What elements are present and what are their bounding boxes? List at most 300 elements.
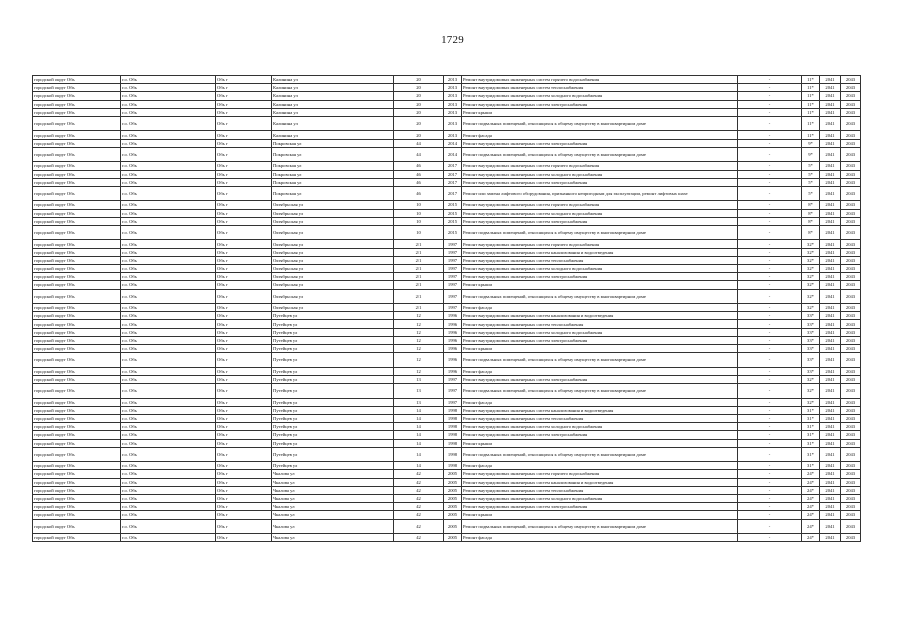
city-cell: Обь г	[216, 186, 272, 201]
table-row	[33, 439, 861, 447]
street-cell: Путейцев ул	[272, 353, 394, 368]
house-number-cell: 42	[394, 486, 444, 494]
start-year-cell: 2041	[820, 100, 841, 108]
district-cell: городской округ Обь	[33, 265, 121, 273]
municipality-cell: г.о. Обь	[121, 367, 216, 375]
table-row	[33, 367, 861, 375]
table-row	[33, 511, 861, 519]
house-number-cell: 14	[394, 462, 444, 470]
municipality-cell: г.о. Обь	[121, 116, 216, 131]
district-cell: городской округ Обь	[33, 494, 121, 502]
term-cell: 24*	[802, 511, 820, 519]
district-cell: городской округ Обь	[33, 170, 121, 178]
municipality-cell: г.о. Обь	[121, 375, 216, 383]
year-cell: 2013	[444, 131, 462, 139]
term-cell: 32*	[802, 240, 820, 248]
end-year-cell: 2043	[841, 100, 861, 108]
table-row	[33, 139, 861, 147]
house-number-cell: 42	[394, 478, 444, 486]
dash-cell: -	[738, 431, 802, 439]
district-cell: городской округ Обь	[33, 470, 121, 478]
municipality-cell: г.о. Обь	[121, 209, 216, 217]
street-cell: Путейцев ул	[272, 447, 394, 462]
city-cell: Обь г	[216, 478, 272, 486]
start-year-cell: 2041	[820, 384, 841, 399]
start-year-cell: 2041	[820, 108, 841, 116]
city-cell: Обь г	[216, 328, 272, 336]
end-year-cell: 2043	[841, 139, 861, 147]
municipality-cell: г.о. Обь	[121, 423, 216, 431]
dash-cell: -	[738, 462, 802, 470]
work-type-cell: Ремонт внутридомовых инженерных систем канализования и водоотведения	[462, 406, 738, 414]
year-cell: 1996	[444, 320, 462, 328]
district-cell: городской округ Обь	[33, 534, 121, 542]
term-cell: 11*	[802, 84, 820, 92]
house-number-cell: 20	[394, 131, 444, 139]
table-row	[33, 248, 861, 256]
district-cell: городской округ Обь	[33, 116, 121, 131]
street-cell: Путейцев ул	[272, 414, 394, 422]
district-cell: городской округ Обь	[33, 375, 121, 383]
start-year-cell: 2041	[820, 225, 841, 240]
year-cell: 1998	[444, 423, 462, 431]
district-cell: городской округ Обь	[33, 423, 121, 431]
term-cell: 5*	[802, 186, 820, 201]
dash-cell: -	[738, 478, 802, 486]
district-cell: городской округ Обь	[33, 439, 121, 447]
dash-cell: -	[738, 423, 802, 431]
city-cell: Обь г	[216, 76, 272, 84]
municipality-cell: г.о. Обь	[121, 281, 216, 289]
table-row	[33, 312, 861, 320]
street-cell: Чкалова ул	[272, 470, 394, 478]
end-year-cell: 2043	[841, 398, 861, 406]
municipality-cell: г.о. Обь	[121, 147, 216, 162]
table-row	[33, 209, 861, 217]
municipality-cell: г.о. Обь	[121, 201, 216, 209]
start-year-cell: 2041	[820, 486, 841, 494]
dash-cell: -	[738, 406, 802, 414]
table-row	[33, 414, 861, 422]
house-number-cell: 20	[394, 116, 444, 131]
city-cell: Обь г	[216, 108, 272, 116]
term-cell: 5*	[802, 178, 820, 186]
year-cell: 2005	[444, 519, 462, 534]
year-cell: 2015	[444, 209, 462, 217]
city-cell: Обь г	[216, 375, 272, 383]
term-cell: 24*	[802, 494, 820, 502]
table-body	[33, 76, 861, 542]
work-type-cell: Ремонт крыши	[462, 281, 738, 289]
end-year-cell: 2043	[841, 178, 861, 186]
start-year-cell: 2041	[820, 494, 841, 502]
work-type-cell: Ремонт внутридомовых инженерных систем канализования и водоотведения	[462, 312, 738, 320]
city-cell: Обь г	[216, 534, 272, 542]
table-row	[33, 147, 861, 162]
year-cell: 1996	[444, 367, 462, 375]
street-cell: Калинина ул	[272, 108, 394, 116]
term-cell: 33*	[802, 336, 820, 344]
year-cell: 1997	[444, 375, 462, 383]
municipality-cell: г.о. Обь	[121, 511, 216, 519]
street-cell: Октябрьская ул	[272, 225, 394, 240]
dash-cell: -	[738, 320, 802, 328]
end-year-cell: 2043	[841, 414, 861, 422]
municipality-cell: г.о. Обь	[121, 131, 216, 139]
start-year-cell: 2041	[820, 406, 841, 414]
municipality-cell: г.о. Обь	[121, 217, 216, 225]
house-number-cell: 12	[394, 367, 444, 375]
city-cell: Обь г	[216, 170, 272, 178]
start-year-cell: 2041	[820, 273, 841, 281]
table-row	[33, 494, 861, 502]
dash-cell: -	[738, 178, 802, 186]
year-cell: 1997	[444, 248, 462, 256]
term-cell: 32*	[802, 398, 820, 406]
dash-cell: -	[738, 265, 802, 273]
district-cell: городской округ Обь	[33, 217, 121, 225]
year-cell: 2005	[444, 503, 462, 511]
table-row	[33, 503, 861, 511]
city-cell: Обь г	[216, 248, 272, 256]
house-number-cell: 12	[394, 336, 444, 344]
work-type-cell: Ремонт подвальных помещений, относящихся к общему имуществу в многоквартирном доме	[462, 225, 738, 240]
table-row	[33, 84, 861, 92]
district-cell: городской округ Обь	[33, 100, 121, 108]
start-year-cell: 2041	[820, 320, 841, 328]
table-row	[33, 304, 861, 312]
year-cell: 2005	[444, 486, 462, 494]
house-number-cell: 12	[394, 345, 444, 353]
work-type-cell: Ремонт фасада	[462, 462, 738, 470]
city-cell: Обь г	[216, 439, 272, 447]
work-type-cell: Ремонт внутридомовых инженерных систем электроснабжения	[462, 375, 738, 383]
end-year-cell: 2043	[841, 375, 861, 383]
house-number-cell: 14	[394, 431, 444, 439]
municipality-cell: г.о. Обь	[121, 328, 216, 336]
table-row	[33, 289, 861, 304]
street-cell: Чкалова ул	[272, 478, 394, 486]
municipality-cell: г.о. Обь	[121, 414, 216, 422]
city-cell: Обь г	[216, 503, 272, 511]
street-cell: Октябрьская ул	[272, 248, 394, 256]
district-cell: городской округ Обь	[33, 328, 121, 336]
dash-cell: -	[738, 486, 802, 494]
end-year-cell: 2043	[841, 304, 861, 312]
municipality-cell: г.о. Обь	[121, 178, 216, 186]
start-year-cell: 2041	[820, 240, 841, 248]
work-type-cell: Ремонт внутридомовых инженерных систем теплоснабжения	[462, 414, 738, 422]
street-cell: Путейцев ул	[272, 328, 394, 336]
municipality-cell: г.о. Обь	[121, 486, 216, 494]
year-cell: 2015	[444, 201, 462, 209]
end-year-cell: 2043	[841, 320, 861, 328]
work-type-cell: Ремонт внутридомовых инженерных систем горячего водоснабжения	[462, 162, 738, 170]
district-cell: городской округ Обь	[33, 486, 121, 494]
term-cell: 11*	[802, 100, 820, 108]
term-cell: 32*	[802, 384, 820, 399]
house-number-cell: 42	[394, 519, 444, 534]
start-year-cell: 2041	[820, 76, 841, 84]
city-cell: Обь г	[216, 519, 272, 534]
end-year-cell: 2043	[841, 353, 861, 368]
table-row	[33, 534, 861, 542]
work-type-cell: Ремонт внутридомовых инженерных систем холодного водоснабжения	[462, 494, 738, 502]
street-cell: Покровская ул	[272, 178, 394, 186]
house-number-cell: 12	[394, 328, 444, 336]
start-year-cell: 2041	[820, 414, 841, 422]
table-row	[33, 486, 861, 494]
street-cell: Покровская ул	[272, 186, 394, 201]
dash-cell: -	[738, 201, 802, 209]
end-year-cell: 2043	[841, 336, 861, 344]
street-cell: Октябрьская ул	[272, 209, 394, 217]
municipality-cell: г.о. Обь	[121, 312, 216, 320]
year-cell: 2017	[444, 170, 462, 178]
start-year-cell: 2041	[820, 248, 841, 256]
table-row	[33, 265, 861, 273]
end-year-cell: 2043	[841, 534, 861, 542]
end-year-cell: 2043	[841, 423, 861, 431]
city-cell: Обь г	[216, 320, 272, 328]
year-cell: 1997	[444, 240, 462, 248]
street-cell: Покровская ул	[272, 147, 394, 162]
year-cell: 2013	[444, 84, 462, 92]
dash-cell: -	[738, 384, 802, 399]
end-year-cell: 2043	[841, 289, 861, 304]
dash-cell: -	[738, 100, 802, 108]
year-cell: 2015	[444, 225, 462, 240]
district-cell: городской округ Обь	[33, 147, 121, 162]
work-type-cell: Ремонт внутридомовых инженерных систем теплоснабжения	[462, 486, 738, 494]
dash-cell: -	[738, 345, 802, 353]
work-type-cell: Ремонт фасада	[462, 131, 738, 139]
dash-cell: -	[738, 273, 802, 281]
district-cell: городской округ Обь	[33, 201, 121, 209]
term-cell: 32*	[802, 375, 820, 383]
dash-cell: -	[738, 519, 802, 534]
city-cell: Обь г	[216, 201, 272, 209]
year-cell: 1997	[444, 398, 462, 406]
year-cell: 2013	[444, 100, 462, 108]
term-cell: 8*	[802, 201, 820, 209]
table-row	[33, 336, 861, 344]
street-cell: Калинина ул	[272, 116, 394, 131]
end-year-cell: 2043	[841, 265, 861, 273]
year-cell: 2013	[444, 116, 462, 131]
dash-cell: -	[738, 84, 802, 92]
work-type-cell: Ремонт внутридомовых инженерных систем горячего водоснабжения	[462, 470, 738, 478]
house-number-cell: 42	[394, 534, 444, 542]
street-cell: Калинина ул	[272, 76, 394, 84]
term-cell: 24*	[802, 478, 820, 486]
end-year-cell: 2043	[841, 225, 861, 240]
table-row	[33, 225, 861, 240]
municipality-cell: г.о. Обь	[121, 225, 216, 240]
start-year-cell: 2041	[820, 92, 841, 100]
end-year-cell: 2043	[841, 345, 861, 353]
district-cell: городской округ Обь	[33, 92, 121, 100]
house-number-cell: 20	[394, 76, 444, 84]
house-number-cell: 14	[394, 406, 444, 414]
house-number-cell: 44	[394, 139, 444, 147]
house-number-cell: 2/1	[394, 256, 444, 264]
dash-cell: -	[738, 147, 802, 162]
district-cell: городской округ Обь	[33, 447, 121, 462]
street-cell: Путейцев ул	[272, 462, 394, 470]
city-cell: Обь г	[216, 511, 272, 519]
start-year-cell: 2041	[820, 209, 841, 217]
start-year-cell: 2041	[820, 178, 841, 186]
house-number-cell: 14	[394, 423, 444, 431]
end-year-cell: 2043	[841, 201, 861, 209]
house-number-cell: 2/1	[394, 240, 444, 248]
district-cell: городской округ Обь	[33, 462, 121, 470]
end-year-cell: 2043	[841, 162, 861, 170]
year-cell: 1998	[444, 447, 462, 462]
work-type-cell: Ремонт внутридомовых инженерных систем горячего водоснабжения	[462, 76, 738, 84]
table-row	[33, 281, 861, 289]
municipality-cell: г.о. Обь	[121, 503, 216, 511]
work-type-cell: Ремонт внутридомовых инженерных систем канализования и водоотведения	[462, 478, 738, 486]
house-number-cell: 46	[394, 162, 444, 170]
work-type-cell: Ремонт фасада	[462, 304, 738, 312]
term-cell: 31*	[802, 439, 820, 447]
end-year-cell: 2043	[841, 462, 861, 470]
city-cell: Обь г	[216, 494, 272, 502]
table-row	[33, 186, 861, 201]
table-row	[33, 100, 861, 108]
dash-cell: -	[738, 470, 802, 478]
term-cell: 32*	[802, 289, 820, 304]
start-year-cell: 2041	[820, 147, 841, 162]
year-cell: 2017	[444, 178, 462, 186]
start-year-cell: 2041	[820, 186, 841, 201]
street-cell: Октябрьская ул	[272, 240, 394, 248]
term-cell: 11*	[802, 108, 820, 116]
table-row	[33, 108, 861, 116]
start-year-cell: 2041	[820, 511, 841, 519]
start-year-cell: 2041	[820, 170, 841, 178]
work-type-cell: Ремонт подвальных помещений, относящихся к общему имуществу в многоквартирном доме	[462, 353, 738, 368]
term-cell: 33*	[802, 312, 820, 320]
municipality-cell: г.о. Обь	[121, 431, 216, 439]
municipality-cell: г.о. Обь	[121, 100, 216, 108]
city-cell: Обь г	[216, 470, 272, 478]
district-cell: городской округ Обь	[33, 406, 121, 414]
term-cell: 33*	[802, 320, 820, 328]
work-type-cell: Ремонт подвальных помещений, относящихся к общему имуществу в многоквартирном доме	[462, 519, 738, 534]
district-cell: городской округ Обь	[33, 384, 121, 399]
term-cell: 9*	[802, 147, 820, 162]
district-cell: городской округ Обь	[33, 139, 121, 147]
start-year-cell: 2041	[820, 367, 841, 375]
end-year-cell: 2043	[841, 147, 861, 162]
end-year-cell: 2043	[841, 186, 861, 201]
year-cell: 2013	[444, 108, 462, 116]
district-cell: городской округ Обь	[33, 414, 121, 422]
house-number-cell: 2/1	[394, 304, 444, 312]
work-type-cell: Ремонт крыши	[462, 108, 738, 116]
street-cell: Путейцев ул	[272, 384, 394, 399]
district-cell: городской округ Обь	[33, 225, 121, 240]
year-cell: 1997	[444, 281, 462, 289]
year-cell: 2005	[444, 534, 462, 542]
district-cell: городской округ Обь	[33, 478, 121, 486]
end-year-cell: 2043	[841, 470, 861, 478]
street-cell: Покровская ул	[272, 162, 394, 170]
work-type-cell: Ремонт внутридомовых инженерных систем электроснабжения	[462, 273, 738, 281]
street-cell: Путейцев ул	[272, 345, 394, 353]
work-type-cell: Ремонт фасада	[462, 534, 738, 542]
start-year-cell: 2041	[820, 265, 841, 273]
work-type-cell: Ремонт внутридомовых инженерных систем теплоснабжения	[462, 320, 738, 328]
term-cell: 32*	[802, 248, 820, 256]
term-cell: 33*	[802, 328, 820, 336]
city-cell: Обь г	[216, 423, 272, 431]
street-cell: Чкалова ул	[272, 511, 394, 519]
street-cell: Октябрьская ул	[272, 265, 394, 273]
city-cell: Обь г	[216, 486, 272, 494]
dash-cell: -	[738, 511, 802, 519]
municipality-cell: г.о. Обь	[121, 186, 216, 201]
city-cell: Обь г	[216, 353, 272, 368]
municipality-cell: г.о. Обь	[121, 478, 216, 486]
city-cell: Обь г	[216, 398, 272, 406]
city-cell: Обь г	[216, 289, 272, 304]
house-number-cell: 10	[394, 209, 444, 217]
city-cell: Обь г	[216, 240, 272, 248]
year-cell: 2014	[444, 139, 462, 147]
street-cell: Октябрьская ул	[272, 289, 394, 304]
street-cell: Путейцев ул	[272, 406, 394, 414]
district-cell: городской округ Обь	[33, 84, 121, 92]
start-year-cell: 2041	[820, 470, 841, 478]
city-cell: Обь г	[216, 217, 272, 225]
term-cell: 31*	[802, 414, 820, 422]
end-year-cell: 2043	[841, 478, 861, 486]
city-cell: Обь г	[216, 414, 272, 422]
dash-cell: -	[738, 186, 802, 201]
work-type-cell: Ремонт внутридомовых инженерных систем электроснабжения	[462, 100, 738, 108]
end-year-cell: 2043	[841, 131, 861, 139]
table-row	[33, 431, 861, 439]
term-cell: 8*	[802, 225, 820, 240]
term-cell: 8*	[802, 209, 820, 217]
district-cell: городской округ Обь	[33, 312, 121, 320]
start-year-cell: 2041	[820, 447, 841, 462]
street-cell: Калинина ул	[272, 84, 394, 92]
city-cell: Обь г	[216, 462, 272, 470]
work-type-cell: Ремонт подвальных помещений, относящихся к общему имуществу в многоквартирном доме	[462, 384, 738, 399]
end-year-cell: 2043	[841, 494, 861, 502]
start-year-cell: 2041	[820, 439, 841, 447]
year-cell: 1996	[444, 312, 462, 320]
year-cell: 2005	[444, 494, 462, 502]
district-cell: городской округ Обь	[33, 256, 121, 264]
municipality-cell: г.о. Обь	[121, 470, 216, 478]
dash-cell: -	[738, 494, 802, 502]
table-row	[33, 217, 861, 225]
term-cell: 31*	[802, 462, 820, 470]
district-cell: городской округ Обь	[33, 511, 121, 519]
city-cell: Обь г	[216, 131, 272, 139]
year-cell: 2013	[444, 92, 462, 100]
street-cell: Калинина ул	[272, 100, 394, 108]
district-cell: городской округ Обь	[33, 178, 121, 186]
term-cell: 32*	[802, 265, 820, 273]
year-cell: 1996	[444, 328, 462, 336]
